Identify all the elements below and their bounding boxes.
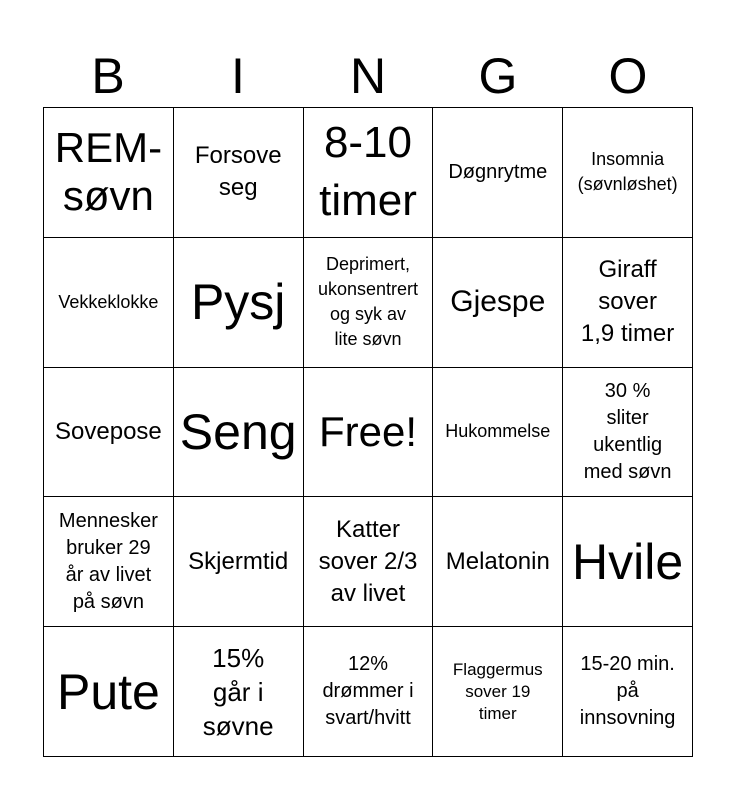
bingo-cell-text: Seng (179, 403, 297, 460)
header-letter-g: G (478, 48, 518, 104)
bingo-cell-text: Deprimert, ukonsentrert og syk av lite søvn (317, 254, 419, 350)
bingo-cell[interactable] (174, 497, 304, 627)
bingo-cell[interactable] (174, 627, 304, 757)
header-letter-i: I (231, 48, 245, 104)
bingo-cell[interactable] (563, 238, 693, 368)
bingo-cell-text: Hvile (572, 533, 684, 590)
bingo-cell[interactable] (44, 368, 174, 498)
bingo-cell[interactable] (433, 627, 563, 757)
bingo-cell-text: Sovepose (55, 417, 162, 445)
bingo-cell-text: Pysj (190, 274, 286, 331)
bingo-cell-text: Døgnrytme (448, 160, 548, 183)
bingo-cell[interactable] (563, 368, 693, 498)
bingo-header (43, 46, 693, 106)
bingo-cell[interactable] (304, 108, 434, 238)
header-letter-o: O (608, 48, 648, 104)
bingo-cell-text: REM- søvn (54, 124, 163, 220)
bingo-cell[interactable] (563, 108, 693, 238)
bingo-cell[interactable] (174, 238, 304, 368)
bingo-cell[interactable] (174, 368, 304, 498)
bingo-cell-text: Melatonin (445, 547, 550, 575)
bingo-cell-text: Gjespe (450, 285, 546, 319)
bingo-cell-text: Pute (56, 663, 160, 720)
bingo-cell-text: 12% drømmer i svart/hvitt (322, 653, 414, 730)
bingo-cell[interactable] (433, 108, 563, 238)
header-letter-n: N (349, 48, 387, 104)
bingo-cell-text: Vekkeklokke (58, 291, 159, 312)
bingo-cell-text: Skjermtid (188, 547, 289, 575)
bingo-cell-text: Giraff sover 1,9 timer (580, 256, 675, 348)
bingo-cell[interactable] (174, 108, 304, 238)
bingo-cell-text: Katter sover 2/3 av livet (318, 515, 418, 607)
bingo-cell[interactable] (563, 627, 693, 757)
bingo-cell[interactable] (433, 368, 563, 498)
bingo-cell[interactable] (44, 238, 174, 368)
bingo-cell-text: Insomnia (søvnløshet) (577, 149, 678, 195)
bingo-cell[interactable] (44, 108, 174, 238)
bingo-cell[interactable] (304, 368, 434, 498)
bingo-cell-text: 15% går i søvne (202, 642, 274, 741)
bingo-cell[interactable] (304, 497, 434, 627)
bingo-cell-text: 30 % sliter ukentlig med søvn (583, 379, 672, 483)
header-letter-b: B (91, 48, 125, 104)
bingo-cell[interactable] (433, 497, 563, 627)
bingo-cell-text: 15-20 min. på innsovning (579, 653, 676, 730)
bingo-cell-text: 8-10 timer (319, 118, 417, 226)
bingo-cell[interactable] (563, 497, 693, 627)
bingo-cell-text: Flaggermus sover 19 timer (452, 659, 543, 723)
bingo-cell-text: Free! (318, 407, 417, 455)
bingo-cell[interactable] (433, 238, 563, 368)
bingo-cell-text: Mennesker bruker 29 år av livet på søvn (58, 509, 158, 613)
bingo-cell-text: Forsove seg (194, 142, 282, 202)
bingo-cell[interactable] (44, 627, 174, 757)
bingo-cell[interactable] (304, 238, 434, 368)
bingo-cell-text: Hukommelse (445, 421, 551, 442)
bingo-grid (43, 107, 693, 757)
bingo-cell[interactable] (44, 497, 174, 627)
bingo-cell[interactable] (304, 627, 434, 757)
